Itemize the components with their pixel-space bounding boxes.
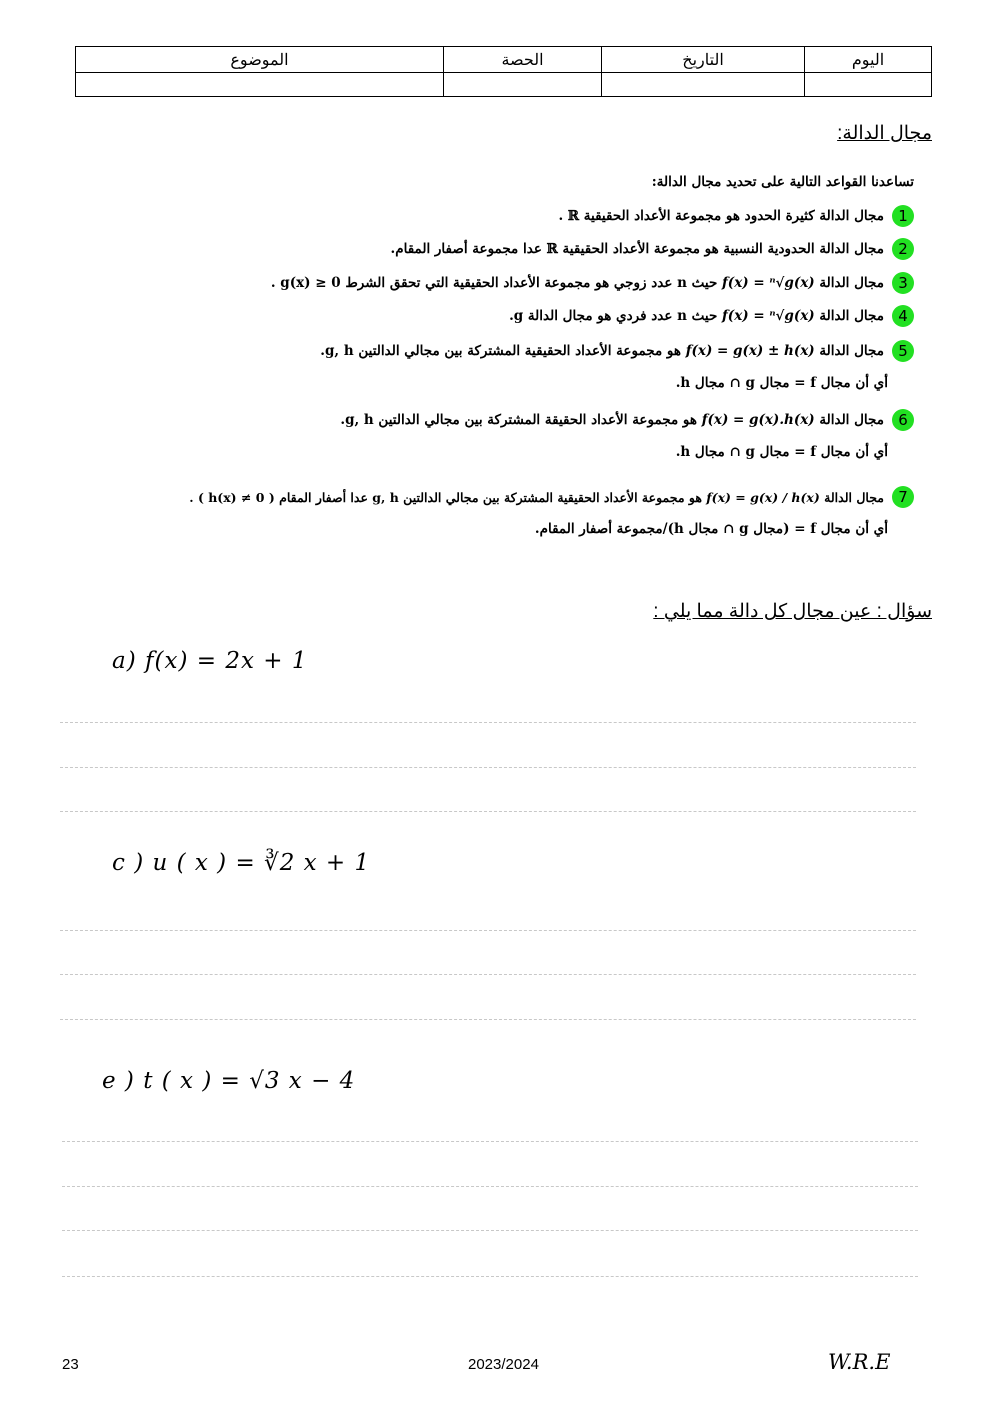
rule-7: [189, 486, 914, 508]
rule-text: حيث n عدد زوجي هو مجموعة الأعداد الحقيقية التي تحقق الشرط g(x) ≥ 0 .: [270, 275, 718, 291]
header-topic: الموضوع: [76, 47, 444, 73]
answer-line: [60, 930, 916, 931]
rule-1: [558, 205, 914, 227]
rule-text: هو مجموعة الأعداد الحقيقية المشتركة بين مجالي الدالتين g, h عدا أصفار المقام ( h(x) ≠ 0 ) .: [189, 489, 702, 505]
rule-number: 7: [892, 486, 914, 508]
rule-2: [391, 238, 914, 260]
cell-session: [444, 73, 602, 97]
exercise-label: a): [112, 648, 137, 674]
rule-7-note: أي أن مجال f = (مجال g ∩ مجال h)/مجموعة أصفار المقام.: [534, 521, 888, 537]
rule-formula: f(x) = g(x) ± h(x): [685, 343, 815, 359]
answer-line: [62, 1141, 918, 1142]
answer-line: [60, 811, 916, 812]
answer-line: [60, 1019, 916, 1020]
school-year: 2023/2024: [468, 1356, 539, 1373]
rule-text: مجال الدالة: [824, 489, 884, 505]
rule-formula: f(x) = ⁿ√g(x): [722, 275, 815, 291]
cell-date: [602, 73, 805, 97]
cell-topic: [76, 73, 444, 97]
exercise-expression: u ( x ) = ∛2 x + 1: [152, 850, 371, 876]
rule-number: 6: [892, 409, 914, 431]
page-number: 23: [62, 1356, 79, 1373]
answer-line: [60, 767, 916, 768]
rule-number: 1: [892, 205, 914, 227]
rule-3: [271, 272, 914, 294]
rules-intro: تساعدنا القواعد التالية على تحديد مجال الدالة:: [651, 174, 914, 190]
cell-day: [805, 73, 932, 97]
rule-text: هو مجموعة الأعداد الحقيقة المشتركة بين مجالي الدالتين g, h.: [340, 412, 698, 428]
rule-4: [509, 305, 914, 327]
question-prompt: سؤال : عين مجال كل دالة مما يلي :: [653, 601, 932, 622]
rule-6: [340, 409, 914, 431]
rule-6-note: أي أن مجال f = مجال g ∩ مجال h.: [675, 444, 888, 460]
answer-line: [60, 974, 916, 975]
rule-formula: f(x) = ⁿ√g(x): [722, 308, 815, 324]
exercise-e: [102, 1068, 355, 1094]
header-session: الحصة: [444, 47, 602, 73]
rule-text: مجال الدالة الحدودية النسبية هو مجموعة الأعداد الحقيقية ℝ عدا مجموعة أصفار المقام.: [390, 241, 884, 257]
rule-number: 5: [892, 340, 914, 362]
section-title: مجال الدالة:: [837, 123, 932, 144]
exercise-label: c ): [112, 850, 145, 876]
answer-line: [62, 1186, 918, 1187]
exercise-expression: f(x) = 2x + 1: [145, 648, 308, 674]
rule-text: حيث n عدد فردي هو مجال الدالة g.: [509, 308, 718, 324]
rule-text: مجال الدالة: [819, 412, 884, 428]
author-signature: W.R.E: [828, 1350, 891, 1374]
rule-text: مجال الدالة كثيرة الحدود هو مجموعة الأعداد الحقيقية ℝ .: [558, 208, 884, 224]
answer-line: [62, 1276, 918, 1277]
header-date: التاريخ: [602, 47, 805, 73]
rule-number: 2: [892, 238, 914, 260]
rule-text: مجال الدالة: [819, 275, 884, 291]
rule-text: مجال الدالة: [819, 308, 884, 324]
exercise-c: [112, 850, 370, 876]
answer-line: [60, 722, 916, 723]
exercise-label: e ): [102, 1068, 135, 1094]
rule-5-note: أي أن مجال f = مجال g ∩ مجال h.: [675, 375, 888, 391]
rule-number: 4: [892, 305, 914, 327]
rule-formula: f(x) = g(x) / h(x): [706, 489, 820, 505]
rule-number: 3: [892, 272, 914, 294]
rule-formula: f(x) = g(x).h(x): [701, 412, 815, 428]
header-table: [75, 46, 932, 97]
rule-5: [320, 340, 914, 362]
exercise-a: [112, 648, 307, 674]
rule-text: هو مجموعة الأعداد الحقيقية المشتركة بين مجالي الدالتين g, h.: [320, 343, 681, 359]
header-day: اليوم: [805, 47, 932, 73]
rule-text: مجال الدالة: [819, 343, 884, 359]
exercise-expression: t ( x ) = √3 x − 4: [143, 1068, 356, 1094]
answer-line: [62, 1230, 918, 1231]
